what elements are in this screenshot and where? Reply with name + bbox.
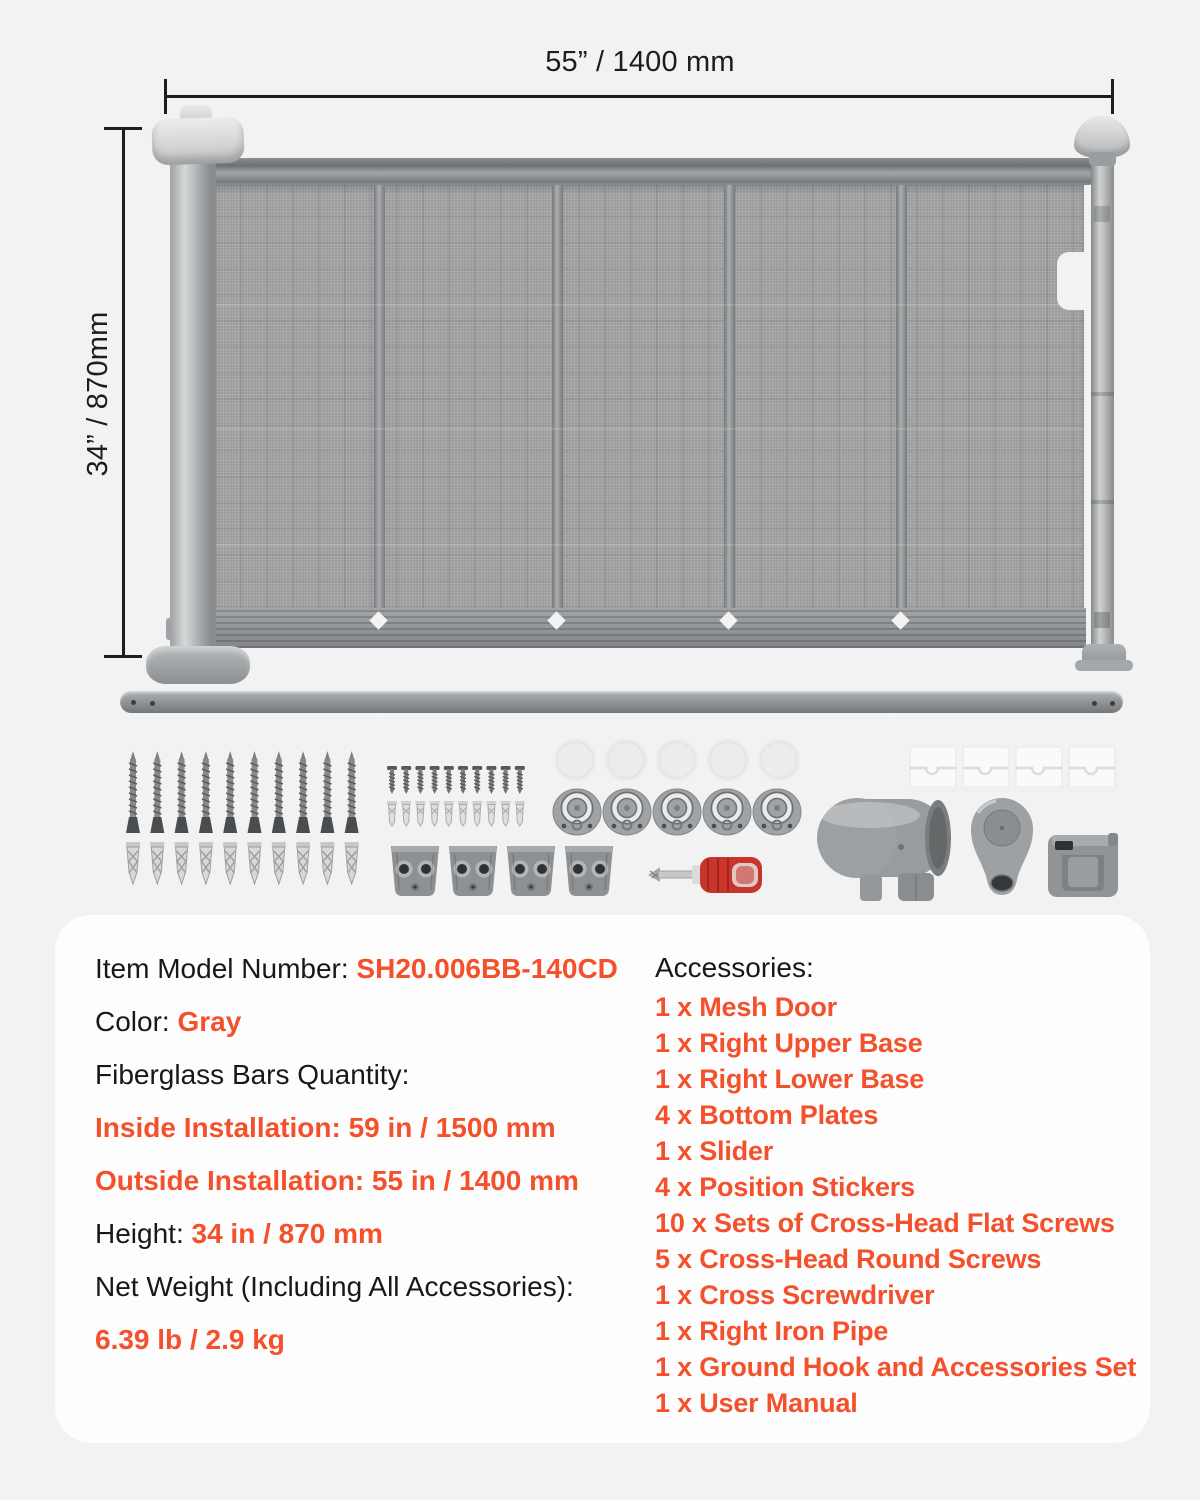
accessory-item: 10 x Sets of Cross-Head Flat Screws	[655, 1208, 1115, 1238]
accessory-item: 1 x Mesh Door	[655, 992, 837, 1022]
pipe-hole	[1092, 701, 1097, 706]
spec-value: Inside Installation: 59 in / 1500 mm	[95, 1112, 556, 1143]
spec-row-net-weight-value	[95, 1326, 655, 1354]
width-dimension-tick-left	[164, 79, 167, 114]
accessory-item: 4 x Position Stickers	[655, 1172, 915, 1202]
left-roller-pole	[170, 152, 216, 655]
spec-label: Fiberglass Bars Quantity:	[95, 1059, 410, 1090]
spec-label: Color:	[95, 1006, 178, 1037]
spec-row-net-weight-label	[95, 1273, 655, 1301]
accessory-item: 1 x Ground Hook and Accessories Set	[655, 1352, 1137, 1382]
spec-list	[95, 955, 655, 1379]
height-dimension-label: 34” / 870mm	[82, 311, 114, 477]
spec-value: Outside Installation: 55 in / 1400 mm	[95, 1165, 579, 1196]
gate-handle-notch	[1057, 252, 1084, 310]
accessory-item: 1 x Right Iron Pipe	[655, 1316, 889, 1346]
position-stickers-group	[910, 747, 1115, 791]
accessory-item: 1 x Right Upper Base	[655, 1028, 923, 1058]
accessory-item: 1 x Right Lower Base	[655, 1064, 925, 1094]
right-iron-pipe-installed	[1091, 148, 1114, 654]
pipe-hole	[1110, 701, 1115, 706]
spec-row-color	[95, 1008, 655, 1036]
right-cap-stem	[1089, 152, 1116, 166]
small-anchors-group	[387, 801, 525, 826]
bottom-plates-group	[391, 846, 613, 896]
small-screws-group	[387, 766, 525, 794]
right-pole-joint	[1091, 392, 1114, 396]
right-pole-logo-patch	[1094, 206, 1110, 222]
height-dimension-tick-bottom	[104, 655, 142, 658]
left-lower-base-foot	[146, 646, 250, 684]
pipe-hole	[131, 700, 136, 705]
spec-value: SH20.006BB-140CD	[356, 953, 618, 984]
height-dimension-tick-top	[104, 127, 142, 130]
width-dimension-tick-right	[1111, 79, 1114, 114]
right-foot-flange	[1075, 660, 1133, 671]
spec-label: Height:	[95, 1218, 192, 1249]
right-lower-base	[971, 798, 1033, 895]
accessories-kit-graphic	[100, 735, 1160, 915]
spec-value: 34 in / 870 mm	[191, 1218, 383, 1249]
spec-label: Item Model Number:	[95, 953, 357, 984]
wall-anchors-group	[126, 842, 359, 884]
height-dimension-line	[122, 128, 125, 658]
mesh-crease	[216, 544, 1082, 546]
pipe-hole	[150, 701, 155, 706]
width-dimension-line	[165, 95, 1114, 98]
left-upper-base-cap	[151, 116, 245, 165]
spec-value: Gray	[177, 1006, 242, 1037]
cross-screwdriver	[648, 857, 762, 893]
spec-label: Net Weight (Including All Accessories):	[95, 1271, 574, 1302]
accessory-item: 1 x Slider	[655, 1136, 774, 1166]
round-pads-group	[554, 739, 801, 782]
slider	[1048, 833, 1118, 897]
width-dimension-label: 55” / 1400 mm	[545, 46, 735, 78]
spec-value: 6.39 lb / 2.9 kg	[95, 1324, 285, 1355]
spec-row-model	[95, 955, 655, 983]
spec-row-outside-installation	[95, 1167, 655, 1195]
accessory-item: 1 x User Manual	[655, 1388, 858, 1418]
mesh-crease	[216, 304, 1082, 306]
gate-top-rail	[214, 158, 1092, 185]
accessory-item: 4 x Bottom Plates	[655, 1100, 879, 1130]
accessories-title: Accessories:	[655, 952, 814, 983]
ground-hooks-group	[553, 789, 801, 835]
flat-screws-group	[126, 751, 359, 833]
gate-bottom-rail	[214, 608, 1086, 648]
accessory-item: 1 x Cross Screwdriver	[655, 1280, 935, 1310]
right-iron-pipe	[120, 691, 1123, 713]
right-pole-logo-patch	[1094, 612, 1110, 628]
right-pole-joint	[1091, 500, 1114, 504]
accessory-item: 5 x Cross-Head Round Screws	[655, 1244, 1042, 1274]
mesh-crease	[216, 428, 1082, 430]
spec-row-bars-quantity	[95, 1061, 655, 1089]
accessories-list	[655, 952, 1155, 1421]
spec-row-height	[95, 1220, 655, 1248]
spec-row-inside-installation	[95, 1114, 655, 1142]
spec-panel	[55, 915, 1150, 1443]
right-upper-base	[817, 798, 951, 901]
